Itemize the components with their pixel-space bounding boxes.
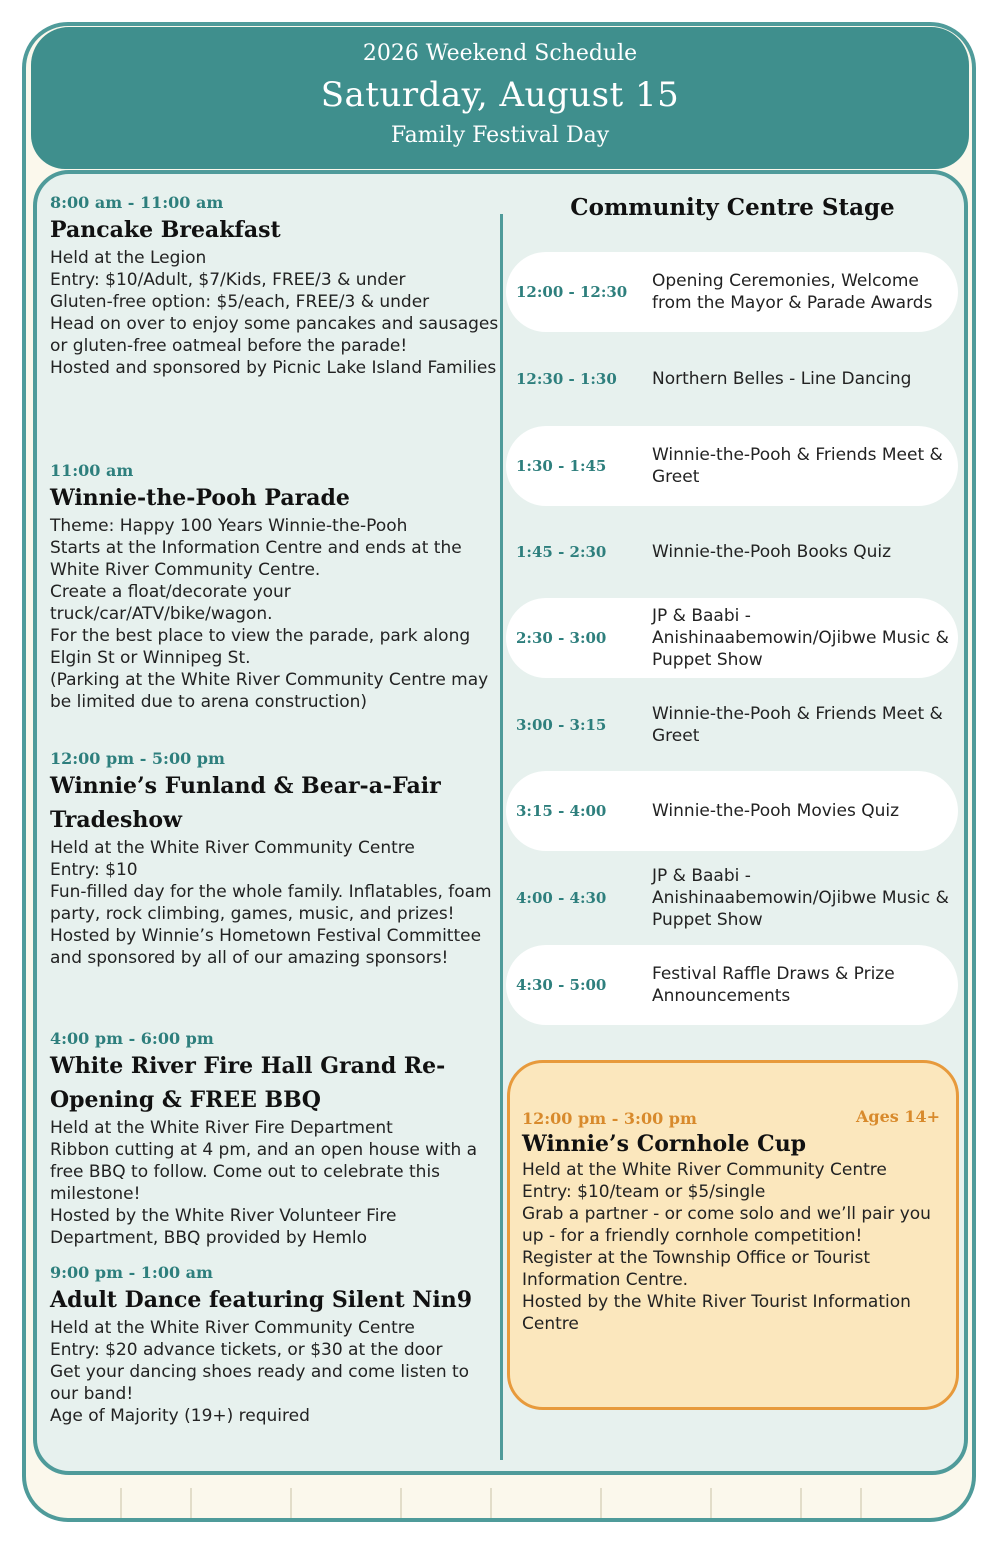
- event-description: [50, 1317, 500, 1427]
- event-description: [50, 837, 500, 969]
- slot-time: 4:30 - 5:00: [516, 976, 607, 994]
- stage-slot: [506, 771, 958, 851]
- event-description: [50, 247, 500, 379]
- slot-act: JP & Baabi - Anishinaabemowin/Ojibwe Music & Puppet Show: [652, 606, 949, 670]
- event-line: (Parking at the White River Community Centre may be limited due to arena construction): [50, 670, 489, 712]
- page-subtitle: Family Festival Day: [390, 123, 610, 148]
- column-divider: [500, 214, 503, 1460]
- cornhole-line: Entry: $10/team or $5/single: [522, 1182, 766, 1202]
- event-line: For the best place to view the parade, park along Elgin St or Winnipeg St.: [50, 626, 471, 668]
- event-line: Held at the White River Community Centre: [50, 1318, 415, 1338]
- stage-slot: [506, 945, 958, 1025]
- event-time: 12:00 pm - 5:00 pm: [50, 749, 225, 768]
- event-line: Head on over to enjoy some pancakes and sausages or gluten-free oatmeal before the parade!: [50, 314, 499, 356]
- stage-slot: [506, 512, 958, 592]
- event-pooh-parade: [50, 462, 500, 713]
- slot-act: Winnie-the-Pooh Movies Quiz: [652, 801, 900, 821]
- event-line: Theme: Happy 100 Years Winnie-the-Pooh: [50, 516, 408, 536]
- event-line: Get your dancing shoes ready and come listen to our band!: [50, 1362, 470, 1404]
- cornhole-line: Register at the Township Office or Tourist Information Centre.: [522, 1248, 871, 1290]
- age-badge: Ages 14+: [855, 1107, 940, 1126]
- event-line: Ribbon cutting at 4 pm, and an open house with a free BBQ to follow. Come out to celebrate this milestone!: [50, 1140, 478, 1204]
- event-description: [50, 1117, 500, 1249]
- event-time: 4:00 pm - 6:00 pm: [50, 1029, 214, 1048]
- event-funland-tradeshow: [50, 750, 500, 969]
- event-fire-hall-reopening: [50, 1030, 500, 1249]
- event-line: Hosted by the White River Volunteer Fire Department, BBQ provided by Hemlo: [50, 1206, 397, 1248]
- event-line: Fun-filled day for the whole family. Inflatables, foam party, rock climbing, games, music, and prizes!: [50, 882, 492, 924]
- stage-slot: [506, 252, 958, 332]
- slot-act: Winnie-the-Pooh & Friends Meet & Greet: [652, 445, 943, 487]
- slot-act: Festival Raffle Draws & Prize Announcements: [652, 964, 895, 1006]
- slot-time: 1:45 - 2:30: [516, 543, 607, 561]
- cornhole-line: Hosted by the White River Tourist Information Centre: [522, 1292, 911, 1334]
- event-line: Held at the White River Fire Department: [50, 1118, 393, 1138]
- event-pancake-breakfast: [50, 194, 500, 379]
- stage-slot: [506, 426, 958, 506]
- event-time: 11:00 am: [50, 461, 134, 480]
- slot-time: 12:30 - 1:30: [516, 370, 617, 388]
- slot-time: 1:30 - 1:45: [516, 457, 607, 475]
- event-title: White River Fire Hall Grand Re-Opening & FREE BBQ: [50, 1053, 446, 1113]
- event-time: 9:00 pm - 1:00 am: [50, 1263, 213, 1282]
- event-line: Starts at the Information Centre and ends at the White River Community Centre.: [50, 538, 462, 580]
- slot-act: Winnie-the-Pooh & Friends Meet & Greet: [652, 704, 943, 746]
- event-adult-dance: [50, 1264, 500, 1427]
- event-line: Held at the White River Community Centre: [50, 838, 415, 858]
- event-line: Held at the Legion: [50, 248, 207, 268]
- event-time: 8:00 am - 11:00 am: [50, 193, 224, 212]
- event-title: Winnie’s Funland & Bear-a-Fair Tradeshow: [50, 773, 441, 833]
- event-line: Entry: $10/Adult, $7/Kids, FREE/3 & under: [50, 270, 406, 290]
- event-title: Adult Dance featuring Silent Nin9: [50, 1287, 473, 1313]
- slot-time: 3:00 - 3:15: [516, 716, 607, 734]
- cornhole-cup-box: [507, 1060, 959, 1410]
- stage-slot: [506, 858, 958, 938]
- slot-time: 3:15 - 4:00: [516, 802, 607, 820]
- event-line: Hosted by Winnie’s Hometown Festival Committee and sponsored by all of our amazing sponsors!: [50, 926, 482, 968]
- slot-act: Winnie-the-Pooh Books Quiz: [652, 542, 892, 562]
- slot-time: 4:00 - 4:30: [516, 889, 607, 907]
- page-header: [31, 27, 969, 169]
- event-line: Entry: $20 advance tickets, or $30 at the door: [50, 1340, 443, 1360]
- page-title: Saturday, August 15: [320, 75, 680, 115]
- decorative-flower-stems: [100, 1478, 900, 1518]
- slot-act: Opening Ceremonies, Welcome from the Mayor & Parade Awards: [652, 271, 933, 313]
- event-description: [50, 515, 500, 713]
- cornhole-title: Winnie’s Cornhole Cup: [522, 1131, 807, 1157]
- schedule-pretitle: 2026 Weekend Schedule: [362, 41, 638, 66]
- cornhole-description: [522, 1159, 948, 1335]
- event-title: Winnie-the-Pooh Parade: [50, 485, 350, 511]
- stage-slot: [506, 598, 958, 678]
- event-line: Age of Majority (19+) required: [50, 1406, 310, 1426]
- slot-time: 12:00 - 12:30: [516, 283, 628, 301]
- cornhole-line: Held at the White River Community Centre: [522, 1160, 887, 1180]
- slot-act: JP & Baabi - Anishinaabemowin/Ojibwe Music & Puppet Show: [652, 866, 949, 930]
- stage-title: Community Centre Stage: [570, 194, 895, 221]
- event-line: Hosted and sponsored by Picnic Lake Island Families: [50, 358, 497, 378]
- stage-slot: [506, 685, 958, 765]
- event-title: Pancake Breakfast: [50, 217, 281, 243]
- event-line: Entry: $10: [50, 860, 138, 880]
- stage-slot: [506, 339, 958, 419]
- event-line: Gluten-free option: $5/each, FREE/3 & under: [50, 292, 430, 312]
- cornhole-time: 12:00 pm - 3:00 pm: [522, 1109, 697, 1128]
- slot-act: Northern Belles - Line Dancing: [652, 369, 912, 389]
- event-line: Create a float/decorate your truck/car/ATV/bike/wagon.: [50, 582, 291, 624]
- cornhole-line: Grab a partner - or come solo and we’ll pair you up - for a friendly cornhole competition!: [522, 1204, 931, 1246]
- slot-time: 2:30 - 3:00: [516, 629, 607, 647]
